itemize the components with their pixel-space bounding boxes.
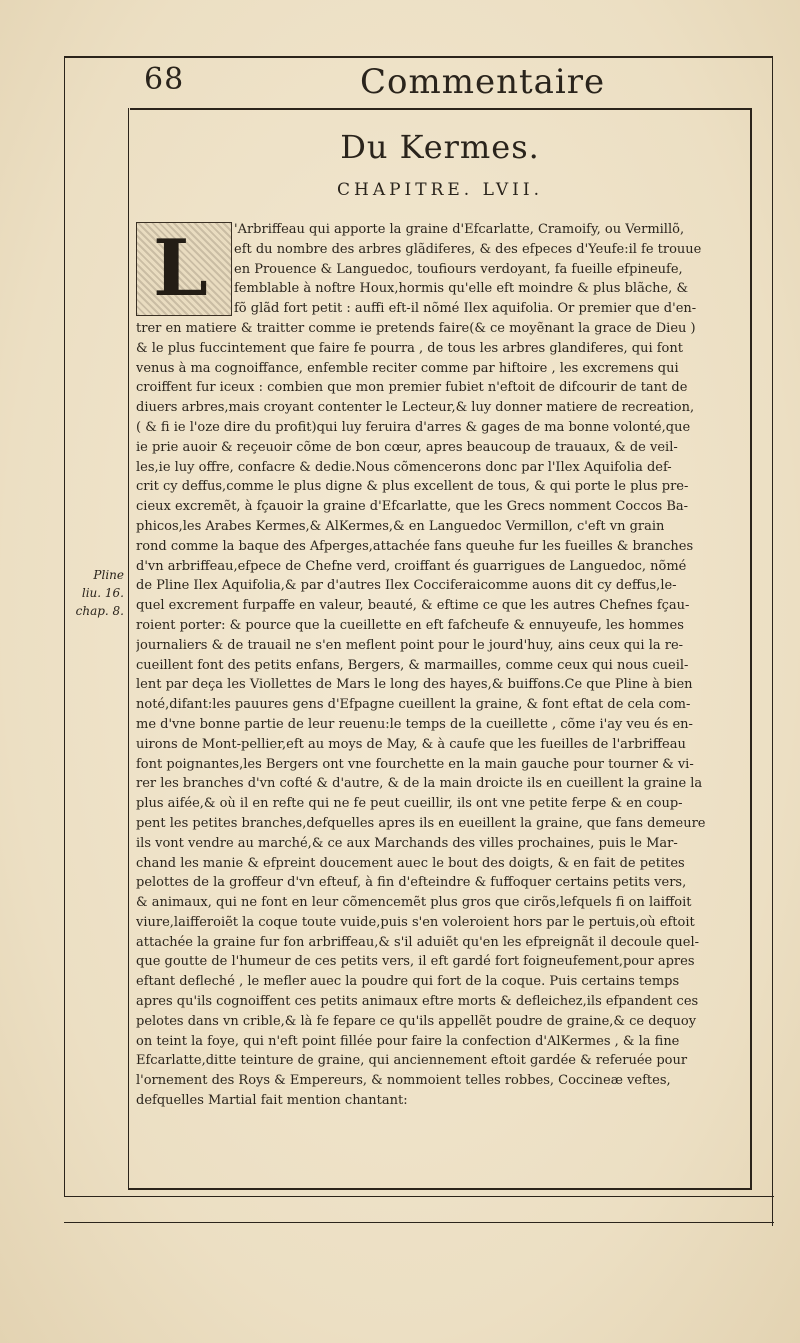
body-line: plus aifée,& où il en refte qui ne fe peut cueillir, ils ont vne petite ferpe & en coup- xyxy=(136,796,683,812)
body-line: ie prie auoir & reçeuoir cõme de bon cœur, apres beaucoup de trauaux, & de veil- xyxy=(136,439,678,455)
body-line: fõ glãd fort petit : auffi eft-il nõmé Ilex aquifolia. Or premier que d'en- xyxy=(234,301,697,317)
body-line: de Pline Ilex Aquifolia,& par d'autres Ilex Cocciferaicomme auons dit cy deffus,le- xyxy=(136,578,677,594)
right-inner-rule xyxy=(750,108,752,1188)
body-line: & le plus fuccintement que faire fe pourra , de tous les arbres glandiferes, qui font xyxy=(136,340,683,356)
body-line: eft du nombre des arbres glãdiferes, & des efpeces d'Yeufe:il fe trouue xyxy=(234,241,702,257)
bottom-inner-rule xyxy=(128,1188,752,1190)
body-line: diuers arbres,mais croyant contenter le Lecteur,& luy donner matiere de recreation, xyxy=(136,400,695,416)
running-header xyxy=(130,62,750,106)
bottom-edge-rule xyxy=(64,1222,774,1223)
body-line: lent par deça les Viollettes de Mars le long des hayes,& buiffons.Ce que Pline à bien xyxy=(136,677,693,693)
right-outer-rule xyxy=(772,56,773,1226)
body-line: noté,difant:les pauures gens d'Efpagne cueillent la graine, & font eftat de cela com- xyxy=(136,697,691,713)
body-line: l'ornement des Roys & Empereurs, & nommoient telles robbes, Coccineæ veftes, xyxy=(136,1073,671,1089)
body-line: croiffent fur iceux : combien que mon premier fubiet n'eftoit de difcourir de tant de xyxy=(136,380,688,396)
body-line: on teint la foye, qui n'eft point fillée pour faire la confection d'AlKermes , & la fine xyxy=(136,1033,680,1049)
body-line: cieux excremẽt, à fçauoir la graine d'Efcarlatte, que les Grecs nomment Coccos Ba- xyxy=(136,499,689,515)
body-line: cueillent font des petits enfans, Bergers, & marmailles, comme ceux qui nous cueil- xyxy=(136,657,689,673)
body-line: d'vn arbriffeau,efpece de Chefne verd, croiffant és guarrigues de Languedoc, nõmé xyxy=(136,558,687,574)
body-line: defquelles Martial fait mention chantant: xyxy=(136,1093,408,1109)
drop-cap-letter: L xyxy=(153,223,208,314)
body-line: chand les manie & efpreint doucement auec le bout des doigts, & en fait de petites xyxy=(136,855,685,871)
left-outer-rule xyxy=(64,56,65,1196)
body-line: crit cy deffus,comme le plus digne & plus excellent de tous, & qui porte le plus pre- xyxy=(136,479,689,495)
body-line: que goutte de l'humeur de ces petits vers, il eft gardé fort foigneufement,pour apres xyxy=(136,954,695,970)
body-line: phicos,les Arabes Kermes,& AlKermes,& en Languedoc Vermillon, c'eft vn grain xyxy=(136,518,665,534)
body-line: 'Arbriffeau qui apporte la graine d'Efcarlatte, Cramoify, ou Vermillõ, xyxy=(234,222,685,237)
body-line: eftant defleché , le mefler auec la poudre qui fort de la coque. Puis certains temps xyxy=(136,974,680,990)
left-inner-rule xyxy=(128,108,129,1188)
margin-note xyxy=(60,566,124,620)
body-line: ils vont vendre au marché,& ce aux Marchands des villes prochaines, puis le Mar- xyxy=(136,835,678,851)
body-line: & animaux, qui ne font en leur cõmencemẽt plus gros que cirõs,lefquels fi on laiffoit xyxy=(136,895,692,911)
margin-note-line: Pline xyxy=(93,568,124,582)
body-line: rer les branches d'vn cofté & d'autre, & de la main droicte ils en cueillent la graine la xyxy=(136,776,703,792)
body-line: font poignantes,les Bergers ont vne fourchette en la main gauche pour tourner & vi- xyxy=(136,756,694,772)
body-line: pent les petites branches,defquelles apres ils en eueillent la graine, que fans demeure xyxy=(136,815,706,831)
body-line: journaliers & de trauail ne s'en meflent point pour le jourd'huy, ains ceux qui la re- xyxy=(136,637,684,653)
body-line: les,ie luy offre, confacre & dedie.Nous cõmencerons donc par l'Ilex Aquifolia def- xyxy=(136,459,672,475)
bottom-outer-rule xyxy=(64,1196,774,1197)
body-line: rond comme la baque des Afperges,attachée fans queuhe fur les fueilles & branches xyxy=(136,538,694,554)
body-line: en Prouence & Languedoc, toufiours verdoyant, fa fueille efpineufe, xyxy=(234,261,683,277)
body-line: viure,laifferoiẽt la coque toute vuide,puis s'en voleroient hors par le pertuis,où eftoit xyxy=(136,914,695,930)
body-line: uirons de Mont-pellier,eft au moys de May, & à caufe que les fueilles de l'arbriffeau xyxy=(136,736,686,752)
header-bottom-rule xyxy=(130,108,750,110)
margin-note-line: chap. 8. xyxy=(75,604,124,618)
body-line: pelottes de la groffeur d'vn efteuf, à fin d'efteindre & fuffoquer certains petits vers, xyxy=(136,875,687,891)
body-text xyxy=(136,220,750,1111)
body-line: quel excrement furpaffe en valeur, beauté, & eftime ce que les autres Chefnes fçau- xyxy=(136,598,690,614)
margin-note-line: liu. 16. xyxy=(81,586,124,600)
body-line: trer en matiere & traitter comme ie pretends faire(& ce moyẽnant la grace de Dieu ) xyxy=(136,320,696,336)
body-line: apres qu'ils cognoiffent ces petits animaux eftre morts & defleichez,ils efpandent ces xyxy=(136,994,699,1010)
section-title: Du Kermes. xyxy=(340,128,540,166)
top-outer-rule xyxy=(64,56,772,58)
body-line: roient porter: & pource que la cueillette en eft fafcheufe & ennuyeufe, les hommes xyxy=(136,617,684,633)
page-number: 68 xyxy=(144,62,185,97)
chapter-heading: CHAPITRE. LVII. xyxy=(336,180,543,200)
body-line: venus à ma cognoiffance, enfemble reciter comme par hiftoire , les excremens qui xyxy=(136,360,679,376)
running-title: Commentaire xyxy=(360,62,606,102)
body-line: femblable à noftre Houx,hormis qu'elle eft moindre & plus blãche, & xyxy=(234,281,689,297)
body-line: attachée la graine fur fon arbriffeau,& s'il aduiẽt qu'en les efpreignãt il decoule quel- xyxy=(136,934,700,950)
body-line: me d'vne bonne partie de leur reuenu:le temps de la cueillette , cõme i'ay veu és en- xyxy=(136,716,693,732)
body-line: ( & fi ie l'oze dire du profit)qui luy feruira d'arres & gages de ma bonne volonté,que xyxy=(136,419,691,435)
body-line: Efcarlatte,ditte teinture de graine, qui anciennement eftoit gardée & referuée pour xyxy=(136,1053,688,1069)
body-line: pelotes dans vn crible,& là fe fepare ce qu'ils appellẽt poudre de graine,& ce dequoy xyxy=(136,1013,697,1029)
